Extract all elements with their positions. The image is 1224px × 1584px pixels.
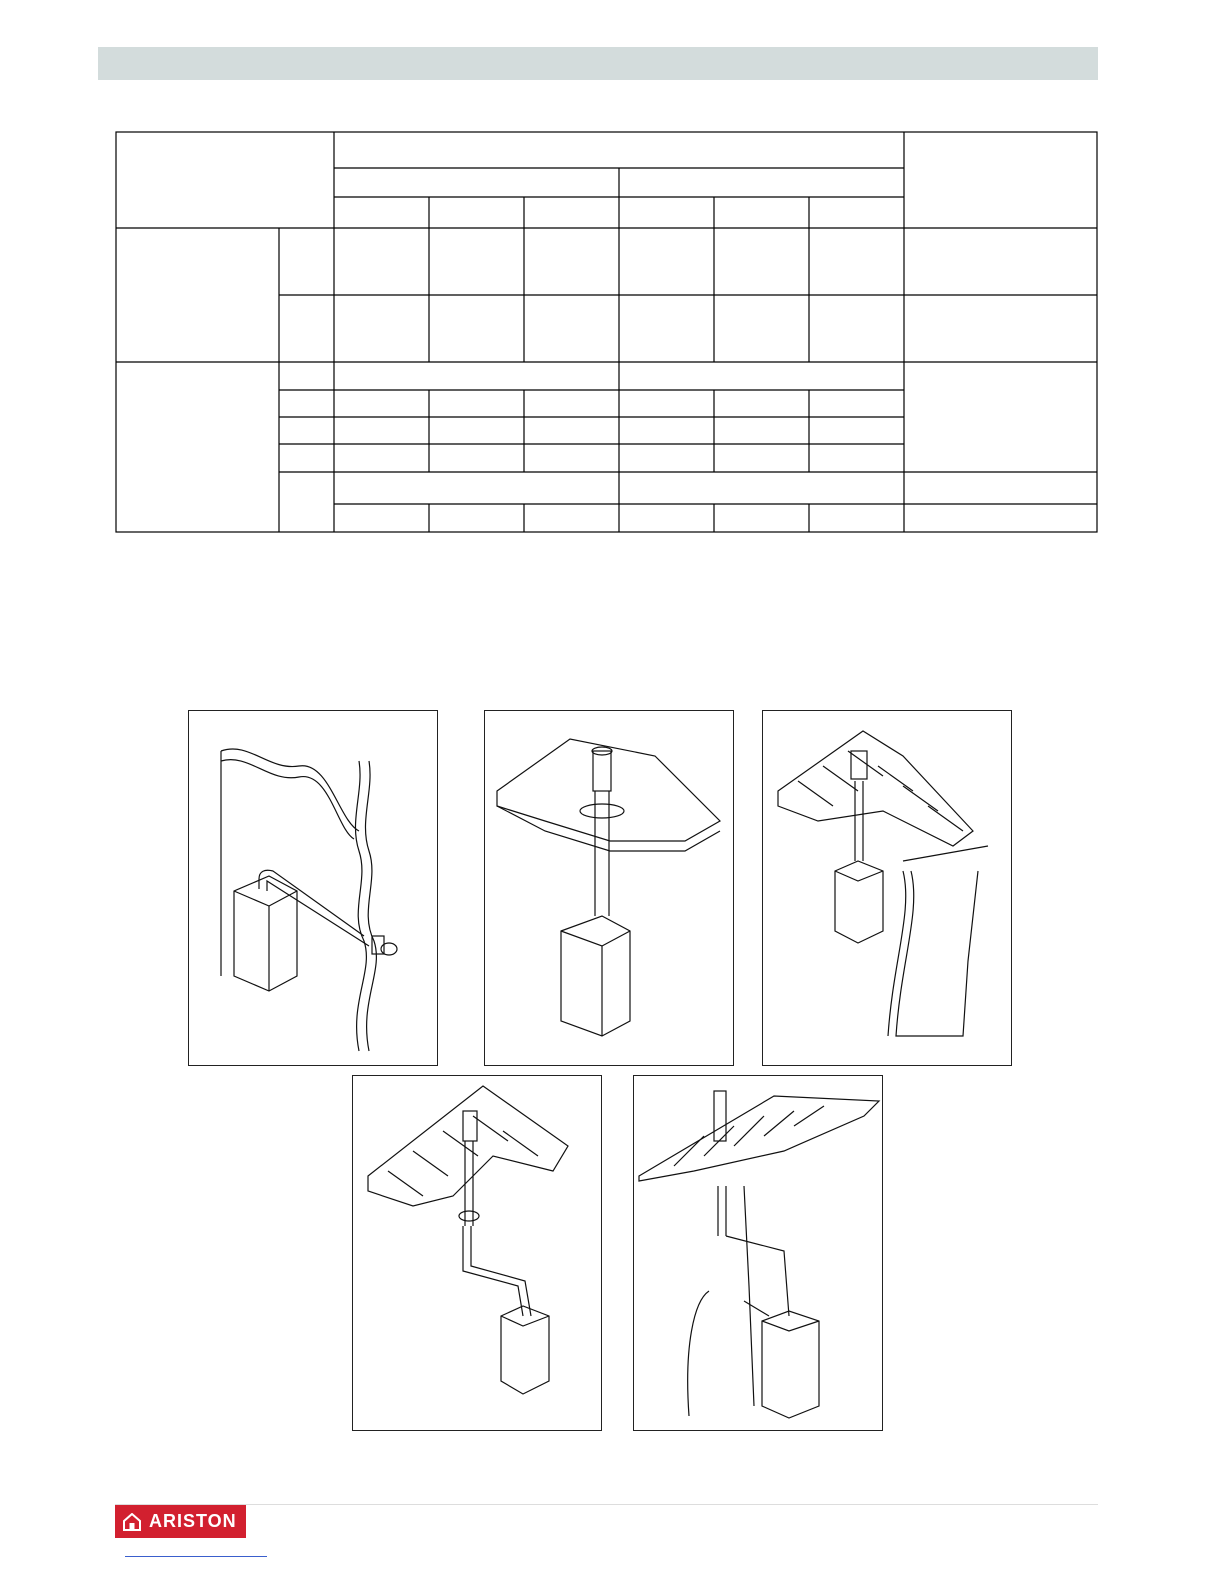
spec-table bbox=[0, 0, 1224, 600]
footer-rule bbox=[115, 1504, 1098, 1505]
house-logo-icon bbox=[123, 1513, 141, 1531]
vertical-pitched-roof-flue-illustration bbox=[763, 711, 1013, 1067]
horizontal-wall-flue-illustration bbox=[189, 711, 439, 1067]
vertical-flat-roof-flue-illustration bbox=[485, 711, 735, 1067]
footer-link-underline[interactable] bbox=[125, 1556, 267, 1557]
figure-panel-3 bbox=[762, 710, 1012, 1066]
figure-panel-1 bbox=[188, 710, 438, 1066]
twin-pipe-roof-flue-illustration bbox=[634, 1076, 884, 1432]
logo-text: ARISTON bbox=[149, 1511, 237, 1531]
ariston-logo bbox=[115, 1505, 246, 1538]
figure-panel-4 bbox=[352, 1075, 602, 1431]
offset-pitched-roof-flue-illustration bbox=[353, 1076, 603, 1432]
figure-panel-2 bbox=[484, 710, 734, 1066]
figure-panel-5 bbox=[633, 1075, 883, 1431]
